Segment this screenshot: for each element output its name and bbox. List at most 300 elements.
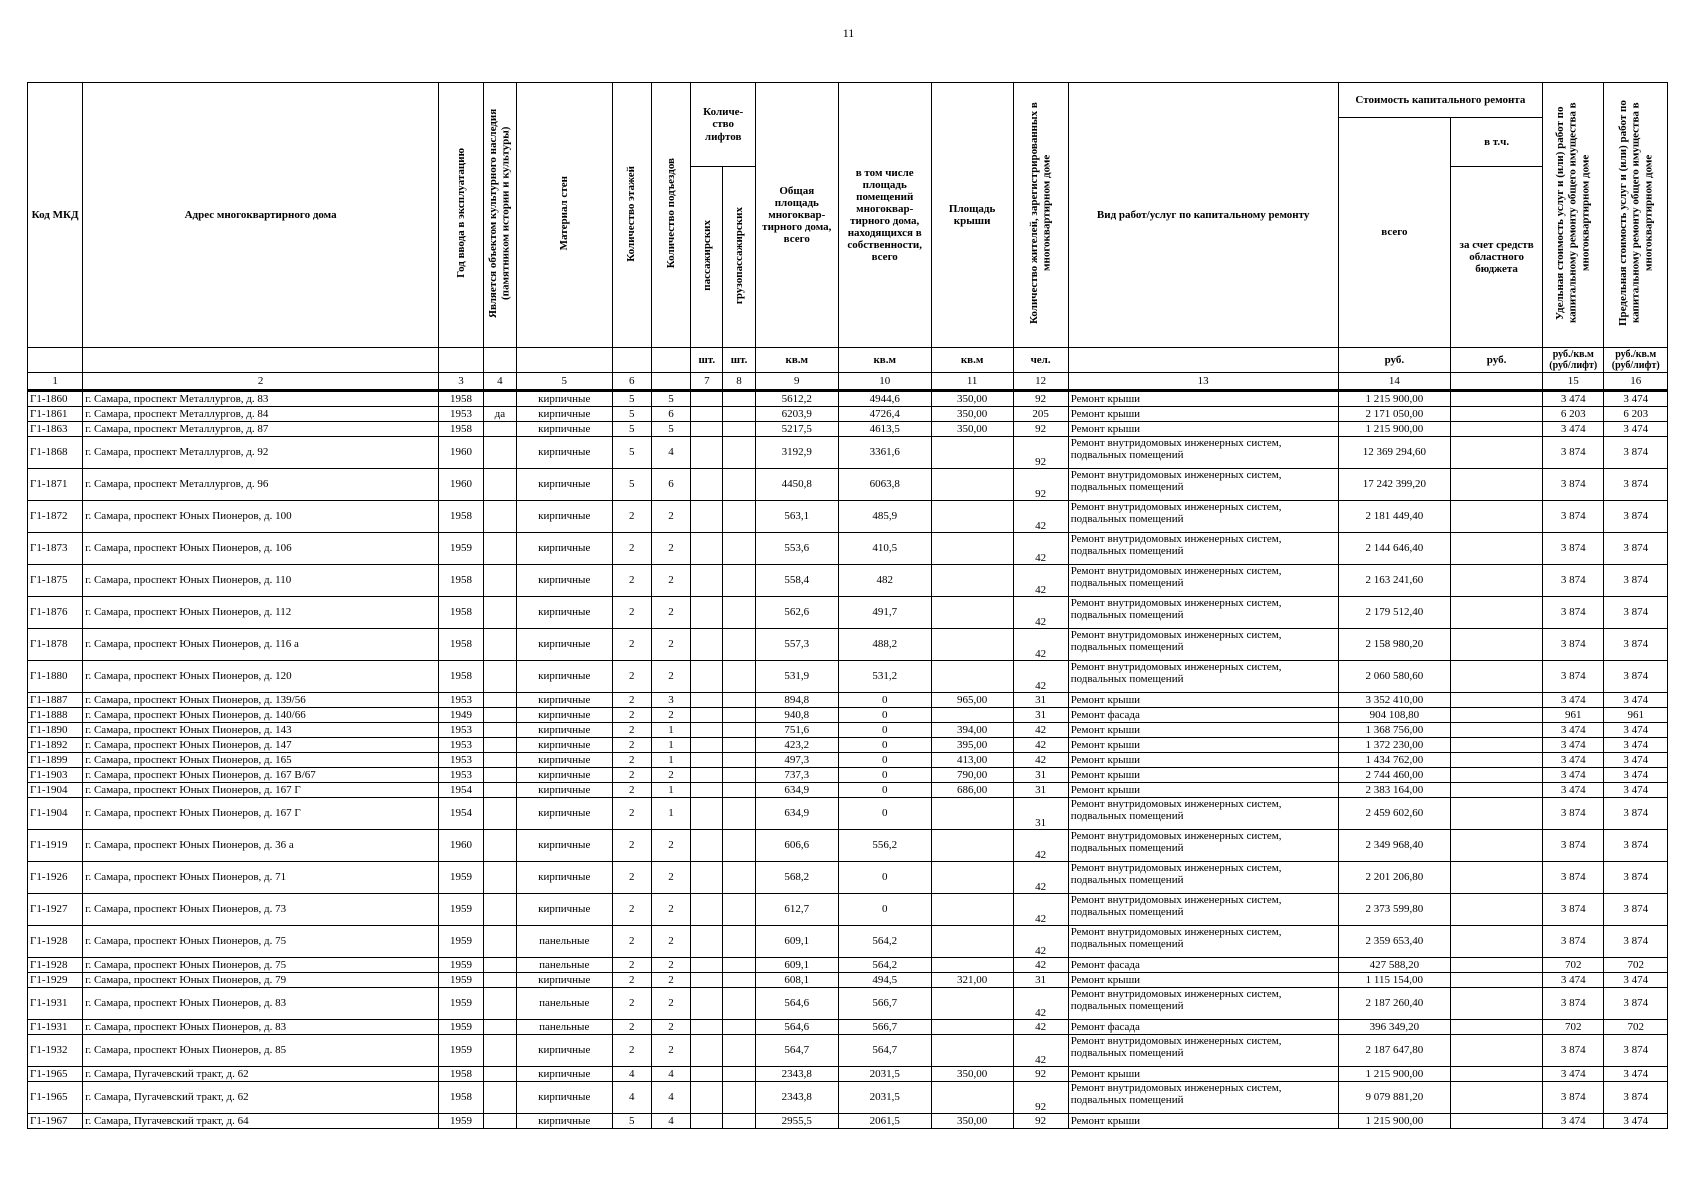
cell-wall-material: кирпичные: [516, 597, 612, 629]
cell-entrances: 2: [651, 501, 691, 533]
cell-total-area: 2343,8: [755, 1067, 838, 1082]
cell-owned-area: 491,7: [838, 597, 931, 629]
cell-limit-cost: 3 874: [1604, 469, 1668, 501]
table-row: [28, 958, 1668, 973]
cell-residents: 92: [1013, 1082, 1068, 1114]
cell-limit-cost: 3 874: [1604, 597, 1668, 629]
cell-owned-area: 4613,5: [838, 422, 931, 437]
unit-cell: [483, 348, 516, 373]
cell-residents: 42: [1013, 753, 1068, 768]
column-number: 5: [516, 373, 612, 391]
cell-total-area: 558,4: [755, 565, 838, 597]
cell-year: 1959: [439, 1020, 484, 1035]
cell-lifts-passenger: [691, 958, 723, 973]
cell-code: Г1-1927: [28, 894, 83, 926]
cell-year: 1958: [439, 391, 484, 407]
cell-lifts-cargo: [723, 894, 756, 926]
cell-floors: 2: [612, 768, 651, 783]
cell-year: 1959: [439, 958, 484, 973]
cell-regional: [1451, 958, 1543, 973]
cell-code: Г1-1904: [28, 783, 83, 798]
cell-cost-total: 427 588,20: [1338, 958, 1450, 973]
cell-lifts-cargo: [723, 738, 756, 753]
table-row: [28, 565, 1668, 597]
cell-unit-cost: 3 874: [1543, 437, 1604, 469]
cell-limit-cost: 3 474: [1604, 723, 1668, 738]
cell-lifts-passenger: [691, 533, 723, 565]
header-floors: Количество этажей: [612, 83, 651, 348]
cell-work-type: Ремонт внутридомовых инженерных систем, подвальных помещений: [1068, 597, 1338, 629]
cell-roof-area: [931, 1082, 1013, 1114]
cell-work-type: Ремонт крыши: [1068, 693, 1338, 708]
cell-residents: 42: [1013, 723, 1068, 738]
cell-wall-material: панельные: [516, 1020, 612, 1035]
cell-lifts-passenger: [691, 1020, 723, 1035]
cell-cost-total: 396 349,20: [1338, 1020, 1450, 1035]
cell-address: г. Самара, проспект Юных Пионеров, д. 167 Г: [83, 783, 439, 798]
table-row: [28, 391, 1668, 407]
cell-year: 1958: [439, 1082, 484, 1114]
cell-owned-area: 410,5: [838, 533, 931, 565]
cell-regional: [1451, 973, 1543, 988]
cell-unit-cost: 3 474: [1543, 422, 1604, 437]
cell-wall-material: кирпичные: [516, 1114, 612, 1129]
cell-lifts-cargo: [723, 1020, 756, 1035]
cell-owned-area: 0: [838, 783, 931, 798]
cell-floors: 2: [612, 753, 651, 768]
table-body: [28, 391, 1668, 1129]
column-number: 11: [931, 373, 1013, 391]
cell-lifts-cargo: [723, 391, 756, 407]
cell-residents: 42: [1013, 830, 1068, 862]
cell-lifts-cargo: [723, 830, 756, 862]
cell-entrances: 6: [651, 469, 691, 501]
cell-unit-cost: 3 874: [1543, 661, 1604, 693]
cell-roof-area: [931, 661, 1013, 693]
cell-lifts-passenger: [691, 597, 723, 629]
cell-entrances: 4: [651, 1067, 691, 1082]
cell-wall-material: кирпичные: [516, 661, 612, 693]
cell-floors: 2: [612, 533, 651, 565]
cell-lifts-passenger: [691, 1082, 723, 1114]
cell-work-type: Ремонт крыши: [1068, 407, 1338, 422]
cell-owned-area: 566,7: [838, 988, 931, 1020]
cell-entrances: 2: [651, 973, 691, 988]
cell-regional: [1451, 629, 1543, 661]
cell-year: 1959: [439, 533, 484, 565]
cell-lifts-cargo: [723, 437, 756, 469]
cell-work-type: Ремонт крыши: [1068, 1067, 1338, 1082]
cell-address: г. Самара, проспект Юных Пионеров, д. 140/66: [83, 708, 439, 723]
cell-address: г. Самара, проспект Юных Пионеров, д. 83: [83, 1020, 439, 1035]
cell-floors: 2: [612, 862, 651, 894]
cell-code: Г1-1876: [28, 597, 83, 629]
cell-heritage: да: [483, 407, 516, 422]
table-row: [28, 926, 1668, 958]
cell-cost-total: 1 215 900,00: [1338, 422, 1450, 437]
cell-roof-area: 395,00: [931, 738, 1013, 753]
cell-heritage: [483, 501, 516, 533]
cell-lifts-cargo: [723, 629, 756, 661]
header-lifts-passenger: пассажирских: [691, 167, 723, 348]
cell-floors: 2: [612, 830, 651, 862]
cell-owned-area: 0: [838, 693, 931, 708]
cell-floors: 2: [612, 708, 651, 723]
cell-heritage: [483, 1067, 516, 1082]
cell-cost-total: 1 368 756,00: [1338, 723, 1450, 738]
cell-total-area: 564,7: [755, 1035, 838, 1067]
cell-address: г. Самара, проспект Юных Пионеров, д. 83: [83, 988, 439, 1020]
cell-lifts-passenger: [691, 1067, 723, 1082]
cell-code: Г1-1880: [28, 661, 83, 693]
cell-unit-cost: 3 874: [1543, 597, 1604, 629]
column-number: 15: [1543, 373, 1604, 391]
cell-wall-material: кирпичные: [516, 407, 612, 422]
cell-work-type: Ремонт внутридомовых инженерных систем, подвальных помещений: [1068, 469, 1338, 501]
cell-work-type: Ремонт внутридомовых инженерных систем, подвальных помещений: [1068, 988, 1338, 1020]
cell-total-area: 564,6: [755, 1020, 838, 1035]
header-year: Год ввода в эксплуатацию: [439, 83, 484, 348]
unit-cell: [28, 348, 83, 373]
cell-wall-material: кирпичные: [516, 830, 612, 862]
cell-total-area: 553,6: [755, 533, 838, 565]
cell-floors: 2: [612, 693, 651, 708]
cell-limit-cost: 3 874: [1604, 926, 1668, 958]
cell-unit-cost: 3 874: [1543, 469, 1604, 501]
unit-rub-per-m2: руб./кв.м (руб/лифт): [1543, 348, 1604, 373]
cell-cost-total: 1 215 900,00: [1338, 1114, 1450, 1129]
cell-unit-cost: 3 874: [1543, 501, 1604, 533]
cell-lifts-passenger: [691, 469, 723, 501]
cell-regional: [1451, 407, 1543, 422]
cell-entrances: 2: [651, 629, 691, 661]
cell-heritage: [483, 738, 516, 753]
cell-year: 1958: [439, 565, 484, 597]
cell-work-type: Ремонт фасада: [1068, 1020, 1338, 1035]
cell-total-area: 562,6: [755, 597, 838, 629]
cell-heritage: [483, 723, 516, 738]
cell-work-type: Ремонт внутридомовых инженерных систем, подвальных помещений: [1068, 1035, 1338, 1067]
cell-residents: 42: [1013, 597, 1068, 629]
unit-cell: [1068, 348, 1338, 373]
cell-owned-area: 566,7: [838, 1020, 931, 1035]
cell-wall-material: панельные: [516, 926, 612, 958]
cell-work-type: Ремонт крыши: [1068, 1114, 1338, 1129]
cell-entrances: 2: [651, 958, 691, 973]
cell-limit-cost: 702: [1604, 1020, 1668, 1035]
unit-pcs: шт.: [723, 348, 756, 373]
cell-wall-material: кирпичные: [516, 1035, 612, 1067]
cell-roof-area: 350,00: [931, 391, 1013, 407]
unit-cell: [83, 348, 439, 373]
cell-total-area: 612,7: [755, 894, 838, 926]
cell-year: 1958: [439, 597, 484, 629]
cell-limit-cost: 3 874: [1604, 437, 1668, 469]
cell-floors: 2: [612, 988, 651, 1020]
cell-unit-cost: 3 874: [1543, 798, 1604, 830]
cell-regional: [1451, 862, 1543, 894]
cell-total-area: 564,6: [755, 988, 838, 1020]
cell-unit-cost: 3 474: [1543, 738, 1604, 753]
cell-unit-cost: 3 874: [1543, 926, 1604, 958]
cell-year: 1954: [439, 783, 484, 798]
cell-cost-total: 904 108,80: [1338, 708, 1450, 723]
cell-year: 1953: [439, 738, 484, 753]
cell-total-area: 5612,2: [755, 391, 838, 407]
cell-wall-material: панельные: [516, 958, 612, 973]
cell-regional: [1451, 708, 1543, 723]
cell-lifts-passenger: [691, 1035, 723, 1067]
cell-address: г. Самара, проспект Юных Пионеров, д. 167 В/67: [83, 768, 439, 783]
cell-code: Г1-1931: [28, 988, 83, 1020]
cell-lifts-passenger: [691, 973, 723, 988]
cell-unit-cost: 3 474: [1543, 723, 1604, 738]
cell-residents: 31: [1013, 693, 1068, 708]
cell-code: Г1-1890: [28, 723, 83, 738]
cell-lifts-passenger: [691, 422, 723, 437]
cell-roof-area: [931, 1020, 1013, 1035]
cell-owned-area: 482: [838, 565, 931, 597]
cell-lifts-passenger: [691, 437, 723, 469]
table-row: [28, 1020, 1668, 1035]
cell-cost-total: 2 158 980,20: [1338, 629, 1450, 661]
cell-heritage: [483, 894, 516, 926]
table-row: [28, 783, 1668, 798]
cell-heritage: [483, 708, 516, 723]
cell-residents: 92: [1013, 1067, 1068, 1082]
column-number: 9: [755, 373, 838, 391]
cell-floors: 2: [612, 723, 651, 738]
table-row: [28, 1082, 1668, 1114]
cell-wall-material: кирпичные: [516, 469, 612, 501]
cell-heritage: [483, 533, 516, 565]
cell-regional: [1451, 738, 1543, 753]
column-number: 2: [83, 373, 439, 391]
table-row: [28, 437, 1668, 469]
cell-wall-material: кирпичные: [516, 798, 612, 830]
cell-lifts-cargo: [723, 753, 756, 768]
table-row: [28, 1035, 1668, 1067]
cell-wall-material: кирпичные: [516, 422, 612, 437]
cell-year: 1954: [439, 798, 484, 830]
cell-lifts-cargo: [723, 926, 756, 958]
cell-unit-cost: 3 874: [1543, 988, 1604, 1020]
cell-owned-area: 2031,5: [838, 1067, 931, 1082]
column-number: 6: [612, 373, 651, 391]
cell-entrances: 1: [651, 798, 691, 830]
cell-work-type: Ремонт внутридомовых инженерных систем, подвальных помещений: [1068, 830, 1338, 862]
cell-address: г. Самара, проспект Металлургов, д. 87: [83, 422, 439, 437]
cell-cost-total: 2 349 968,40: [1338, 830, 1450, 862]
cell-residents: 31: [1013, 783, 1068, 798]
cell-heritage: [483, 988, 516, 1020]
cell-heritage: [483, 1082, 516, 1114]
cell-residents: 42: [1013, 926, 1068, 958]
cell-heritage: [483, 597, 516, 629]
cell-limit-cost: 3 874: [1604, 1035, 1668, 1067]
cell-regional: [1451, 1035, 1543, 1067]
cell-wall-material: кирпичные: [516, 1082, 612, 1114]
cell-wall-material: кирпичные: [516, 693, 612, 708]
cell-work-type: Ремонт крыши: [1068, 738, 1338, 753]
cell-heritage: [483, 862, 516, 894]
cell-limit-cost: 3 874: [1604, 565, 1668, 597]
cell-residents: 42: [1013, 988, 1068, 1020]
cell-lifts-cargo: [723, 565, 756, 597]
cell-total-area: 634,9: [755, 798, 838, 830]
cell-lifts-cargo: [723, 1035, 756, 1067]
cell-cost-total: 2 383 164,00: [1338, 783, 1450, 798]
cell-year: 1959: [439, 988, 484, 1020]
cell-address: г. Самара, проспект Металлургов, д. 96: [83, 469, 439, 501]
cell-lifts-passenger: [691, 926, 723, 958]
cell-entrances: 2: [651, 708, 691, 723]
cell-wall-material: кирпичные: [516, 738, 612, 753]
table-row: [28, 422, 1668, 437]
cell-residents: 42: [1013, 1035, 1068, 1067]
cell-cost-total: 9 079 881,20: [1338, 1082, 1450, 1114]
cell-entrances: 3: [651, 693, 691, 708]
cell-residents: 42: [1013, 894, 1068, 926]
cell-wall-material: кирпичные: [516, 391, 612, 407]
page-number: 11: [842, 26, 855, 40]
cell-owned-area: 6063,8: [838, 469, 931, 501]
cell-lifts-passenger: [691, 391, 723, 407]
cell-lifts-passenger: [691, 830, 723, 862]
cell-cost-total: 12 369 294,60: [1338, 437, 1450, 469]
cell-unit-cost: 961: [1543, 708, 1604, 723]
cell-unit-cost: 3 874: [1543, 565, 1604, 597]
column-number: [651, 373, 691, 391]
cell-work-type: Ремонт внутридомовых инженерных систем, подвальных помещений: [1068, 798, 1338, 830]
cell-lifts-cargo: [723, 988, 756, 1020]
cell-owned-area: 564,2: [838, 958, 931, 973]
cell-cost-total: 2 171 050,00: [1338, 407, 1450, 422]
cell-total-area: 2343,8: [755, 1082, 838, 1114]
cell-year: 1949: [439, 708, 484, 723]
cell-heritage: [483, 830, 516, 862]
cell-code: Г1-1887: [28, 693, 83, 708]
cell-lifts-passenger: [691, 693, 723, 708]
cell-year: 1958: [439, 501, 484, 533]
cell-lifts-cargo: [723, 501, 756, 533]
unit-rub-per-m2: руб./кв.м (руб/лифт): [1604, 348, 1668, 373]
cell-total-area: 894,8: [755, 693, 838, 708]
cell-code: Г1-1875: [28, 565, 83, 597]
cell-limit-cost: 3 874: [1604, 629, 1668, 661]
header-total-area: Общая площадь многоквар-тирного дома, всего: [755, 83, 838, 348]
cell-roof-area: 350,00: [931, 1067, 1013, 1082]
cell-code: Г1-1868: [28, 437, 83, 469]
column-number: 7: [691, 373, 723, 391]
cell-limit-cost: 3 874: [1604, 661, 1668, 693]
cell-year: 1958: [439, 422, 484, 437]
cell-owned-area: 0: [838, 753, 931, 768]
cell-year: 1959: [439, 894, 484, 926]
cell-total-area: 497,3: [755, 753, 838, 768]
cell-unit-cost: 3 874: [1543, 629, 1604, 661]
cell-entrances: 5: [651, 391, 691, 407]
header-work-type: Вид работ/услуг по капитальному ремонту: [1068, 83, 1338, 348]
cell-lifts-cargo: [723, 1067, 756, 1082]
cell-year: 1958: [439, 629, 484, 661]
cell-total-area: 751,6: [755, 723, 838, 738]
cell-code: Г1-1888: [28, 708, 83, 723]
table-row: [28, 661, 1668, 693]
unit-rub: руб.: [1338, 348, 1450, 373]
cell-lifts-passenger: [691, 988, 723, 1020]
cell-floors: 2: [612, 629, 651, 661]
cell-limit-cost: 3 474: [1604, 753, 1668, 768]
cell-limit-cost: 3 474: [1604, 1114, 1668, 1129]
header-owned-area: в том числе площадь помещений многоквар-тирного дома, находящихся в собственности, всего: [838, 83, 931, 348]
cell-lifts-cargo: [723, 862, 756, 894]
cell-address: г. Самара, проспект Юных Пионеров, д. 112: [83, 597, 439, 629]
cell-regional: [1451, 661, 1543, 693]
cell-lifts-passenger: [691, 501, 723, 533]
cell-work-type: Ремонт внутридомовых инженерных систем, подвальных помещений: [1068, 894, 1338, 926]
cell-work-type: Ремонт крыши: [1068, 422, 1338, 437]
cell-code: Г1-1928: [28, 926, 83, 958]
cell-cost-total: 2 163 241,60: [1338, 565, 1450, 597]
unit-m2: кв.м: [931, 348, 1013, 373]
cell-floors: 2: [612, 926, 651, 958]
cell-unit-cost: 3 474: [1543, 1067, 1604, 1082]
cell-heritage: [483, 469, 516, 501]
cell-year: 1959: [439, 862, 484, 894]
cell-lifts-passenger: [691, 661, 723, 693]
cell-entrances: 2: [651, 661, 691, 693]
cell-floors: 2: [612, 973, 651, 988]
unit-cell: [516, 348, 612, 373]
cell-total-area: 609,1: [755, 958, 838, 973]
cell-floors: 2: [612, 798, 651, 830]
cell-lifts-passenger: [691, 629, 723, 661]
cell-unit-cost: 3 474: [1543, 693, 1604, 708]
cell-total-area: 6203,9: [755, 407, 838, 422]
header-wall-material: Материал стен: [516, 83, 612, 348]
cell-address: г. Самара, проспект Юных Пионеров, д. 73: [83, 894, 439, 926]
cell-unit-cost: 702: [1543, 958, 1604, 973]
cell-wall-material: панельные: [516, 988, 612, 1020]
cell-owned-area: 2061,5: [838, 1114, 931, 1129]
cell-lifts-passenger: [691, 708, 723, 723]
cell-work-type: Ремонт крыши: [1068, 753, 1338, 768]
cell-residents: 205: [1013, 407, 1068, 422]
cell-owned-area: 485,9: [838, 501, 931, 533]
cell-heritage: [483, 437, 516, 469]
cell-floors: 5: [612, 422, 651, 437]
cell-code: Г1-1860: [28, 391, 83, 407]
cell-residents: 42: [1013, 533, 1068, 565]
cell-residents: 31: [1013, 768, 1068, 783]
cell-wall-material: кирпичные: [516, 768, 612, 783]
cell-residents: 92: [1013, 1114, 1068, 1129]
table-row: [28, 894, 1668, 926]
cell-owned-area: 0: [838, 723, 931, 738]
cell-lifts-passenger: [691, 565, 723, 597]
cell-regional: [1451, 723, 1543, 738]
cell-work-type: Ремонт крыши: [1068, 391, 1338, 407]
cell-work-type: Ремонт внутридомовых инженерных систем, подвальных помещений: [1068, 862, 1338, 894]
column-number: [1451, 373, 1543, 391]
cell-address: г. Самара, проспект Юных Пионеров, д. 75: [83, 926, 439, 958]
cell-floors: 2: [612, 738, 651, 753]
cell-limit-cost: 3 874: [1604, 988, 1668, 1020]
cell-heritage: [483, 391, 516, 407]
cell-address: г. Самара, проспект Юных Пионеров, д. 85: [83, 1035, 439, 1067]
cell-unit-cost: 3 874: [1543, 1082, 1604, 1114]
